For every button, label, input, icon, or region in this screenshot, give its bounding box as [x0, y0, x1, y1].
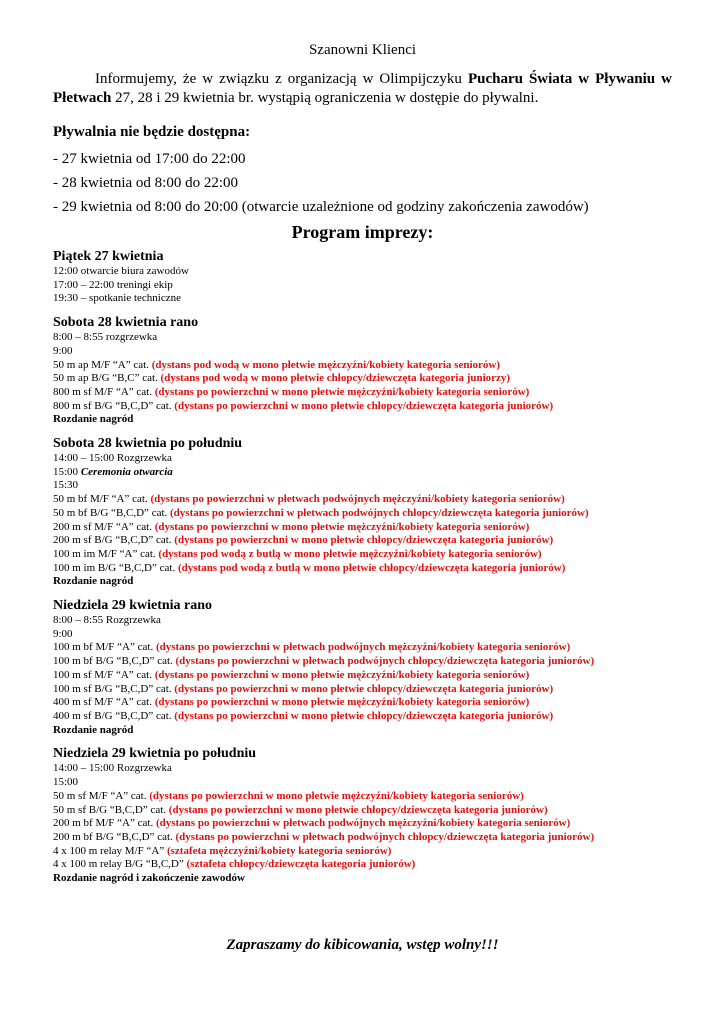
event-label: Rozdanie nagród [53, 723, 134, 736]
schedule-line [53, 790, 683, 804]
intro-event-name: Pucharu Świata w Pływaniu w Płetwach [53, 71, 672, 106]
event-description: (dystans po powierzchni w mono płetwie mężczyźni/kobiety kategoria seniorów) [154, 668, 530, 681]
closure-item: - 29 kwietnia od 8:00 do 20:00 (otwarcie uzależnione od godziny zakończenia zawodów) [53, 199, 589, 215]
awards-line [53, 413, 683, 427]
day-title: Niedziela 29 kwietnia rano [53, 598, 213, 614]
schedule-line [53, 452, 683, 466]
event-description: (dystans po powierzchni w mono płetwie chłopcy/dziewczęta kategoria juniorów) [174, 534, 554, 547]
event-description: (dystans po powierzchni w mono płetwie chłopcy/dziewczęta kategoria juniorów) [174, 682, 554, 695]
event-label: 14:00 – 15:00 Rozgrzewka [53, 762, 172, 775]
event-description: (dystans po powierzchni w mono płetwie chłopcy/dziewczęta kategoria juniorów) [174, 399, 554, 412]
schedule-line [53, 534, 683, 548]
schedule-line [53, 696, 683, 710]
event-label: 15:00 [53, 465, 81, 478]
day-title: Piątek 27 kwietnia [53, 249, 164, 264]
event-label: 800 m sf M/F “A” cat. [53, 385, 155, 398]
event-description: (dystans po powierzchni w mono płetwie mężczyźni/kobiety kategoria seniorów) [154, 696, 530, 709]
event-label: 15:00 [53, 776, 79, 789]
event-description: (dystans po powierzchni w mono płetwie mężczyźni/kobiety kategoria seniorów) [154, 385, 530, 398]
schedule-line [53, 641, 683, 655]
intro-paragraph [53, 70, 672, 108]
schedule-line [53, 858, 683, 872]
event-label: 4 x 100 m relay B/G “B,C,D” [53, 858, 187, 871]
schedule-line [53, 507, 683, 521]
schedule-line [53, 359, 683, 373]
event-description: (dystans po powierzchni w mono płetwie mężczyźni/kobiety kategoria seniorów) [149, 789, 524, 802]
event-description: (dystans po powierzchni w mono płetwie mężczyźni/kobiety kategoria seniorów) [154, 520, 530, 533]
awards-line [53, 575, 683, 589]
schedule-line [53, 628, 683, 642]
event-label: 50 m ap M/F “A” cat. [53, 358, 152, 371]
schedule-line [53, 400, 683, 414]
day-title: Sobota 28 kwietnia po południu [53, 436, 243, 452]
event-label: 200 m bf M/F “A” cat. [53, 817, 156, 830]
awards-line [53, 724, 683, 738]
schedule-day [53, 436, 683, 589]
closure-heading: Pływalnia nie będzie dostępna: [53, 124, 251, 140]
schedule-line [53, 521, 683, 535]
event-label: 50 m bf B/G “B,C,D” cat. [53, 506, 171, 519]
event-description: (dystans pod wodą w mono płetwie mężczyźni/kobiety kategoria seniorów) [151, 358, 501, 371]
event-label: 50 m sf M/F “A” cat. [53, 789, 150, 802]
closing-invitation: Zapraszamy do kibicowania, wstęp wolny!!! [226, 937, 499, 953]
event-label: 100 m bf B/G “B,C,D” cat. [53, 655, 176, 668]
event-label: 100 m im M/F “A” cat. [53, 547, 159, 560]
event-label: 17:00 – 22:00 treningi ekip [53, 278, 173, 291]
event-label: 15:30 [53, 479, 79, 492]
schedule-line [53, 669, 683, 683]
event-description: (sztafeta mężczyźni/kobiety kategoria seniorów) [166, 844, 392, 857]
event-label: 19:30 – spotkanie techniczne [53, 292, 181, 305]
closure-item: - 27 kwietnia od 17:00 do 22:00 [53, 151, 246, 167]
program-title: Program imprezy: [291, 222, 434, 242]
event-description: (dystans po powierzchni w płetwach podwójnych mężczyźni/kobiety kategoria seniorów) [155, 641, 571, 654]
event-label: 50 m sf B/G “B,C,D” cat. [53, 803, 169, 816]
schedule-line [53, 386, 683, 400]
event-label: 14:00 – 15:00 Rozgrzewka [53, 452, 172, 465]
schedule-day [53, 598, 683, 737]
schedule-line [53, 493, 683, 507]
event-label: 100 m bf M/F “A” cat. [53, 641, 156, 654]
schedule-day [53, 315, 683, 427]
schedule-line [53, 710, 683, 724]
schedule-line [53, 345, 683, 359]
closure-item: - 28 kwietnia od 8:00 do 22:00 [53, 175, 238, 191]
event-description: (dystans po powierzchni w płetwach podwójnych mężczyźni/kobiety kategoria seniorów) [155, 817, 571, 830]
day-title: Sobota 28 kwietnia rano [53, 315, 199, 331]
event-label: 100 m sf M/F “A” cat. [53, 668, 155, 681]
event-label: Rozdanie nagród [53, 575, 134, 588]
event-label: Rozdanie nagród i zakończenie zawodów [53, 872, 245, 885]
event-label: 200 m sf M/F “A” cat. [53, 520, 155, 533]
schedule-line [53, 655, 683, 669]
event-label: 200 m sf B/G “B,C,D” cat. [53, 534, 175, 547]
event-label: 50 m ap B/G “B,C” cat. [53, 372, 161, 385]
event-label: 100 m im B/G “B,C,D” cat. [53, 561, 178, 574]
schedule-line [53, 548, 683, 562]
event-description: (dystans po powierzchni w płetwach podwójnych chłopcy/dziewczęta kategoria juniorów) [170, 506, 589, 519]
intro-text-2: 27, 28 i 29 kwietnia br. wystąpią ograniczenia w dostępie do pływalni. [111, 90, 539, 106]
event-description: (dystans po powierzchni w mono płetwie chłopcy/dziewczęta kategoria juniorów) [168, 803, 548, 816]
event-label: 400 m sf M/F “A” cat. [53, 696, 155, 709]
event-description: (dystans po powierzchni w płetwach podwójnych chłopcy/dziewczęta kategoria juniorów) [175, 655, 595, 668]
schedule-line [53, 479, 683, 493]
event-label: 9:00 [53, 627, 73, 640]
event-label: 200 m bf B/G “B,C,D” cat. [53, 830, 176, 843]
event-label: 9:00 [53, 344, 73, 357]
event-description: (dystans pod wodą w mono płetwie chłopcy/dziewczęta kategoria juniorzy) [160, 372, 511, 385]
schedule-line [53, 804, 683, 818]
closure-list [53, 150, 589, 222]
schedule-line [53, 279, 683, 293]
intro-text-1: Informujemy, że w związku z organizacją w Olimpijczyku [95, 71, 468, 87]
schedule-line [53, 776, 683, 790]
schedule-line [53, 817, 683, 831]
schedule-line [53, 683, 683, 697]
schedule-line [53, 614, 683, 628]
schedule-day [53, 249, 683, 306]
event-description: (dystans po powierzchni w płetwach podwójnych mężczyźni/kobiety kategoria seniorów) [150, 493, 565, 506]
event-label: 12:00 otwarcie biura zawodów [53, 265, 189, 277]
schedule-line [53, 562, 683, 576]
event-description: (dystans po powierzchni w mono płetwie chłopcy/dziewczęta kategoria juniorów) [174, 709, 554, 722]
event-label: 4 x 100 m relay M/F “A” [53, 844, 167, 857]
schedule-line [53, 762, 683, 776]
event-label: 800 m sf B/G “B,C,D” cat. [53, 399, 175, 412]
ceremony-label: Ceremonia otwarcia [80, 465, 173, 478]
event-label: 400 m sf B/G “B,C,D” cat. [53, 709, 175, 722]
greeting-title: Szanowni Klienci [308, 42, 417, 58]
event-label: 100 m sf B/G “B,C,D” cat. [53, 682, 175, 695]
schedule-line [53, 331, 683, 345]
schedule-line [53, 845, 683, 859]
schedule-line [53, 372, 683, 386]
schedule [53, 249, 683, 895]
event-label: 50 m bf M/F “A” cat. [53, 493, 151, 506]
schedule-line [53, 265, 683, 279]
schedule-line [53, 831, 683, 845]
event-label: 8:00 – 8:55 Rozgrzewka [53, 614, 161, 627]
schedule-line [53, 466, 683, 480]
event-description: (dystans pod wodą z butlą w mono płetwie mężczyźni/kobiety kategoria seniorów) [158, 547, 542, 560]
schedule-day [53, 746, 683, 885]
event-description: (dystans po powierzchni w płetwach podwójnych chłopcy/dziewczęta kategoria juniorów) [175, 830, 595, 843]
day-title: Niedziela 29 kwietnia po południu [53, 746, 257, 762]
awards-line [53, 872, 683, 886]
event-description: (dystans pod wodą z butlą w mono płetwie chłopcy/dziewczęta kategoria juniorów) [177, 561, 566, 574]
event-label: 8:00 – 8:55 rozgrzewka [53, 331, 158, 344]
event-description: (sztafeta chłopcy/dziewczęta kategoria juniorów) [186, 858, 416, 871]
schedule-line [53, 292, 683, 306]
event-label: Rozdanie nagród [53, 413, 134, 426]
